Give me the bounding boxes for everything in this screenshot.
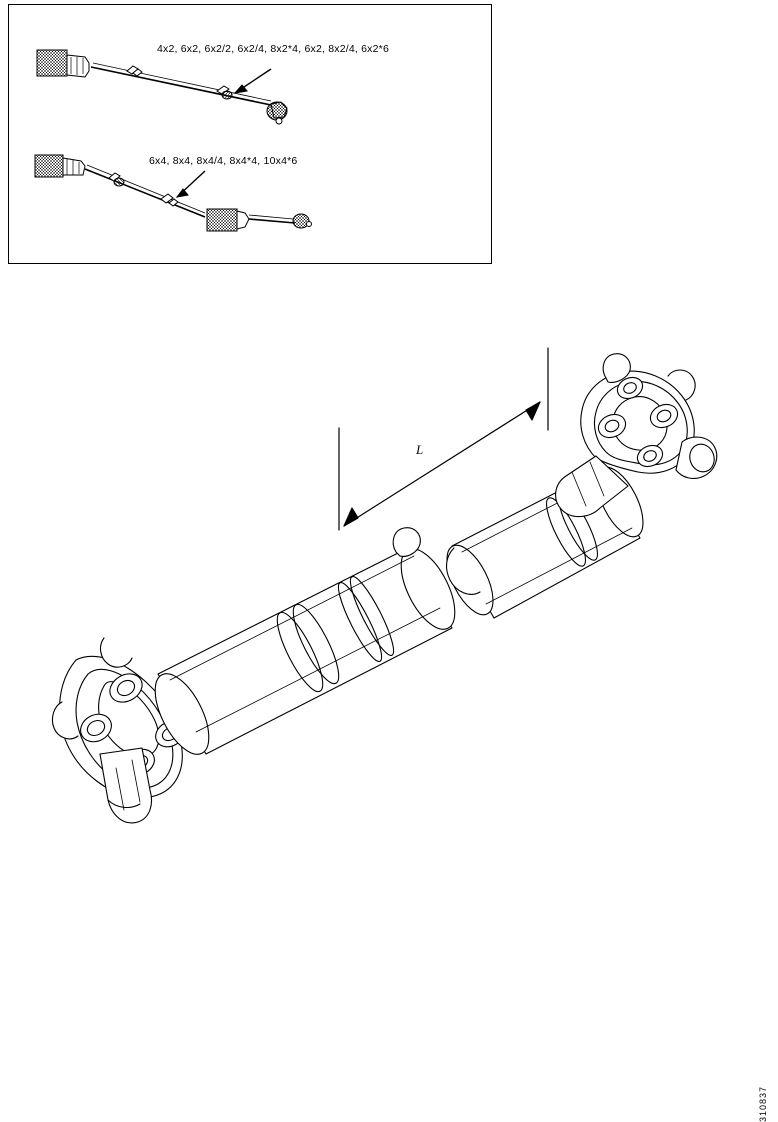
shaft-tube-lower [144,528,466,763]
dimension-line-l [339,348,548,530]
figure-code: 310837 [758,1086,768,1122]
propeller-shaft-drawing [0,330,778,930]
reference-panel [8,4,492,264]
dimension-label-l: L [416,442,424,457]
driveline-layout-label-row-1: 4x2, 6x2, 6x2/2, 6x2/4, 8x2*4, 6x2, 8x2/4, 6x2*6 [157,43,389,55]
universal-joint-upper-right [556,354,718,517]
driveline-layout-label-row-2: 6x4, 8x4, 8x4/4, 8x4*4, 10x4*6 [149,155,298,167]
